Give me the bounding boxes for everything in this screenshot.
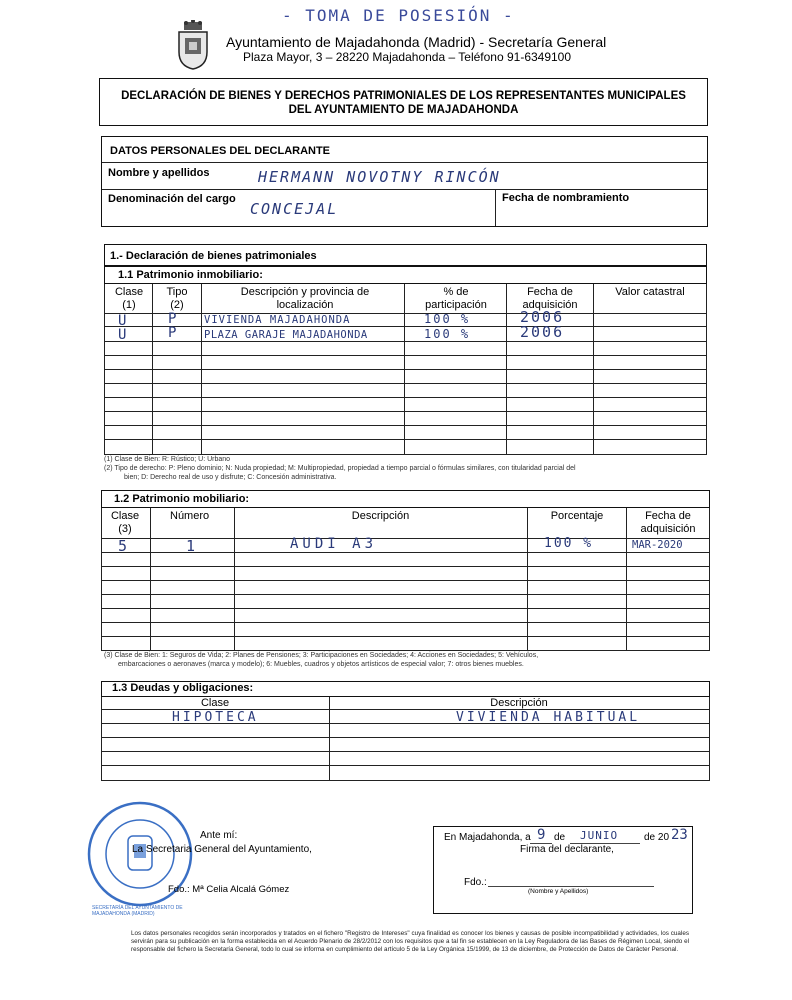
inmueble-row-2-desc: PLAZA GARAJE MAJADAHONDA bbox=[204, 329, 368, 341]
inmueble-row-1-desc: VIVIENDA MAJADAHONDA bbox=[204, 314, 351, 326]
fdo-right: Fdo.: bbox=[464, 877, 487, 888]
title-box bbox=[99, 78, 708, 126]
section1-title: 1.- Declaración de bienes patrimoniales bbox=[110, 250, 317, 262]
col2-header-clase: Clase (3) bbox=[110, 510, 140, 535]
inmueble-row-2-pct: 100 % bbox=[424, 327, 471, 341]
col2-header-porcentaje: Porcentaje bbox=[550, 510, 604, 522]
mueble-row-1-pct: 100 % bbox=[544, 536, 594, 551]
mobiliario-title: 1.2 Patrimonio mobiliario: bbox=[114, 493, 250, 505]
mueble-row-1-numero: 1 bbox=[186, 537, 198, 555]
header-line1: Ayuntamiento de Majadahonda (Madrid) - Secretaría General bbox=[226, 34, 607, 50]
col2-header-fecha: Fecha de adquisición bbox=[640, 510, 696, 535]
footnote-3: (3) Clase de Bien: 1: Seguros de Vida; 2: Planes de Pensiones; 3: Participaciones en Sociedades; 4: Acciones en Sociedades; 5: Vehículos, bbox=[104, 652, 539, 659]
col-header-descripcion: Descripción y provincia de localización bbox=[240, 286, 370, 311]
personal-section-title: DATOS PERSONALES DEL DECLARANTE bbox=[110, 145, 331, 157]
de2: de 20 bbox=[644, 832, 670, 843]
footnote-2-cont: bien; D: Derecho real de uso y disfrute; C: Concesión administrativa. bbox=[124, 474, 337, 481]
col3-header-clase: Clase bbox=[200, 697, 230, 709]
handwritten-note: - TOMA DE POSESIÓN - bbox=[282, 6, 515, 25]
footnote-2: (2) Tipo de derecho: P: Pleno dominio; N: Nuda propiedad; M: Multipropiedad, propiedad a tiempo parcial o fórmulas similares, con titularidad parcial del bbox=[104, 465, 576, 472]
firma-declarante: Firma del declarante, bbox=[520, 844, 614, 855]
col-header-fecha: Fecha de adquisición bbox=[522, 286, 578, 311]
dia-value: 9 bbox=[537, 827, 548, 843]
secretaria-label: La Secretaria General del Ayuntamiento, bbox=[132, 844, 312, 855]
mes-value: JUNIO bbox=[580, 829, 619, 842]
deuda-row-1-desc: VIVIENDA HABITUAL bbox=[456, 710, 641, 725]
inmueble-row-1-tipo: P bbox=[168, 311, 179, 327]
document-title-line2: DEL AYUNTAMIENTO DE MAJADAHONDA bbox=[288, 104, 519, 116]
mueble-row-1-fecha: MAR-2020 bbox=[632, 539, 683, 551]
deudas-title: 1.3 Deudas y obligaciones: bbox=[112, 682, 254, 694]
col3-header-descripcion: Descripción bbox=[490, 697, 548, 709]
col2-header-numero: Número bbox=[170, 510, 210, 522]
inmueble-row-1-fecha: 2006 bbox=[520, 308, 565, 326]
footnote-3-cont: embarcaciones o aeronaves (marca y modelo); 6: Muebles, cuadros y objetos artísticos de especial valor; 7: otros bienes muebles. bbox=[118, 661, 524, 668]
fdo-left: Fdo.: Mª Celia Alcalá Gómez bbox=[168, 884, 290, 895]
footnote-1: (1) Clase de Bien: R: Rústico; U: Urbano bbox=[104, 456, 231, 463]
nombre-apellidos-hint: (Nombre y Apellidos) bbox=[528, 888, 589, 895]
anio-value: 23 bbox=[671, 827, 688, 843]
mueble-row-1-clase: 5 bbox=[118, 537, 130, 555]
de1: de bbox=[554, 832, 566, 843]
ante-mi: Ante mí: bbox=[200, 830, 238, 841]
inmueble-row-2-clase: U bbox=[118, 327, 129, 343]
col-header-valor: Valor catastral bbox=[615, 286, 685, 298]
deuda-row-1-clase: HIPOTECA bbox=[172, 710, 259, 725]
privacy-footer: Los datos personales recogidos serán incorporados y tratados en el fichero "Registro de Intereses" cuya finalidad es conocer los bienes y causas de posible incompatibilidad y actividades, los cuales servirán para su publicación en la forma establecida en el Acuerdo Plenario de 28/2/2012 con los requisitos que a tal fin se establecen en la Ley Reguladora de las Bases de Régimen Local, siendo el responsable del fichero la Secretaría General, todo lo cual se informa en cumplimiento del artículo 5 de la Ley Orgánica 15/1999, de 13 de diciembre, de Protección de Datos de Carácter Personal. bbox=[131, 930, 689, 953]
stamp-text: SECRETARÍA DEL AYUNTAMIENTO DE MAJADAHONDA (MADRID) bbox=[92, 905, 183, 917]
header-line2: Plaza Mayor, 3 – 28220 Majadahonda – Teléfono 91-6349100 bbox=[243, 50, 572, 64]
col-header-participacion: % de participación bbox=[425, 286, 487, 311]
inmobiliario-title: 1.1 Patrimonio inmobiliario: bbox=[118, 269, 263, 281]
col-header-clase: Clase (1) bbox=[114, 286, 144, 311]
cargo-value: CONCEJAL bbox=[250, 200, 339, 218]
col2-header-descripcion: Descripción bbox=[351, 510, 410, 522]
cargo-label: Denominación del cargo bbox=[108, 193, 236, 205]
inmueble-row-2-tipo: P bbox=[168, 325, 179, 341]
lugar-label: En Majadahonda, a bbox=[444, 832, 531, 843]
fecha-nombramiento-label: Fecha de nombramiento bbox=[502, 192, 630, 204]
name-label: Nombre y apellidos bbox=[108, 167, 210, 179]
inmueble-row-1-clase: U bbox=[118, 313, 129, 329]
inmueble-row-1-pct: 100 % bbox=[424, 312, 471, 326]
mueble-row-1-desc: AUDI A3 bbox=[290, 536, 378, 552]
inmueble-row-2-fecha: 2006 bbox=[520, 323, 565, 341]
municipal-crest-icon bbox=[176, 20, 210, 70]
name-value: HERMANN NOVOTNY RINCÓN bbox=[258, 168, 501, 186]
document-title-line1: DECLARACIÓN DE BIENES Y DERECHOS PATRIMONIALES DE LOS REPRESENTANTES MUNICIPALES bbox=[121, 90, 686, 102]
col-header-tipo: Tipo (2) bbox=[166, 286, 188, 311]
